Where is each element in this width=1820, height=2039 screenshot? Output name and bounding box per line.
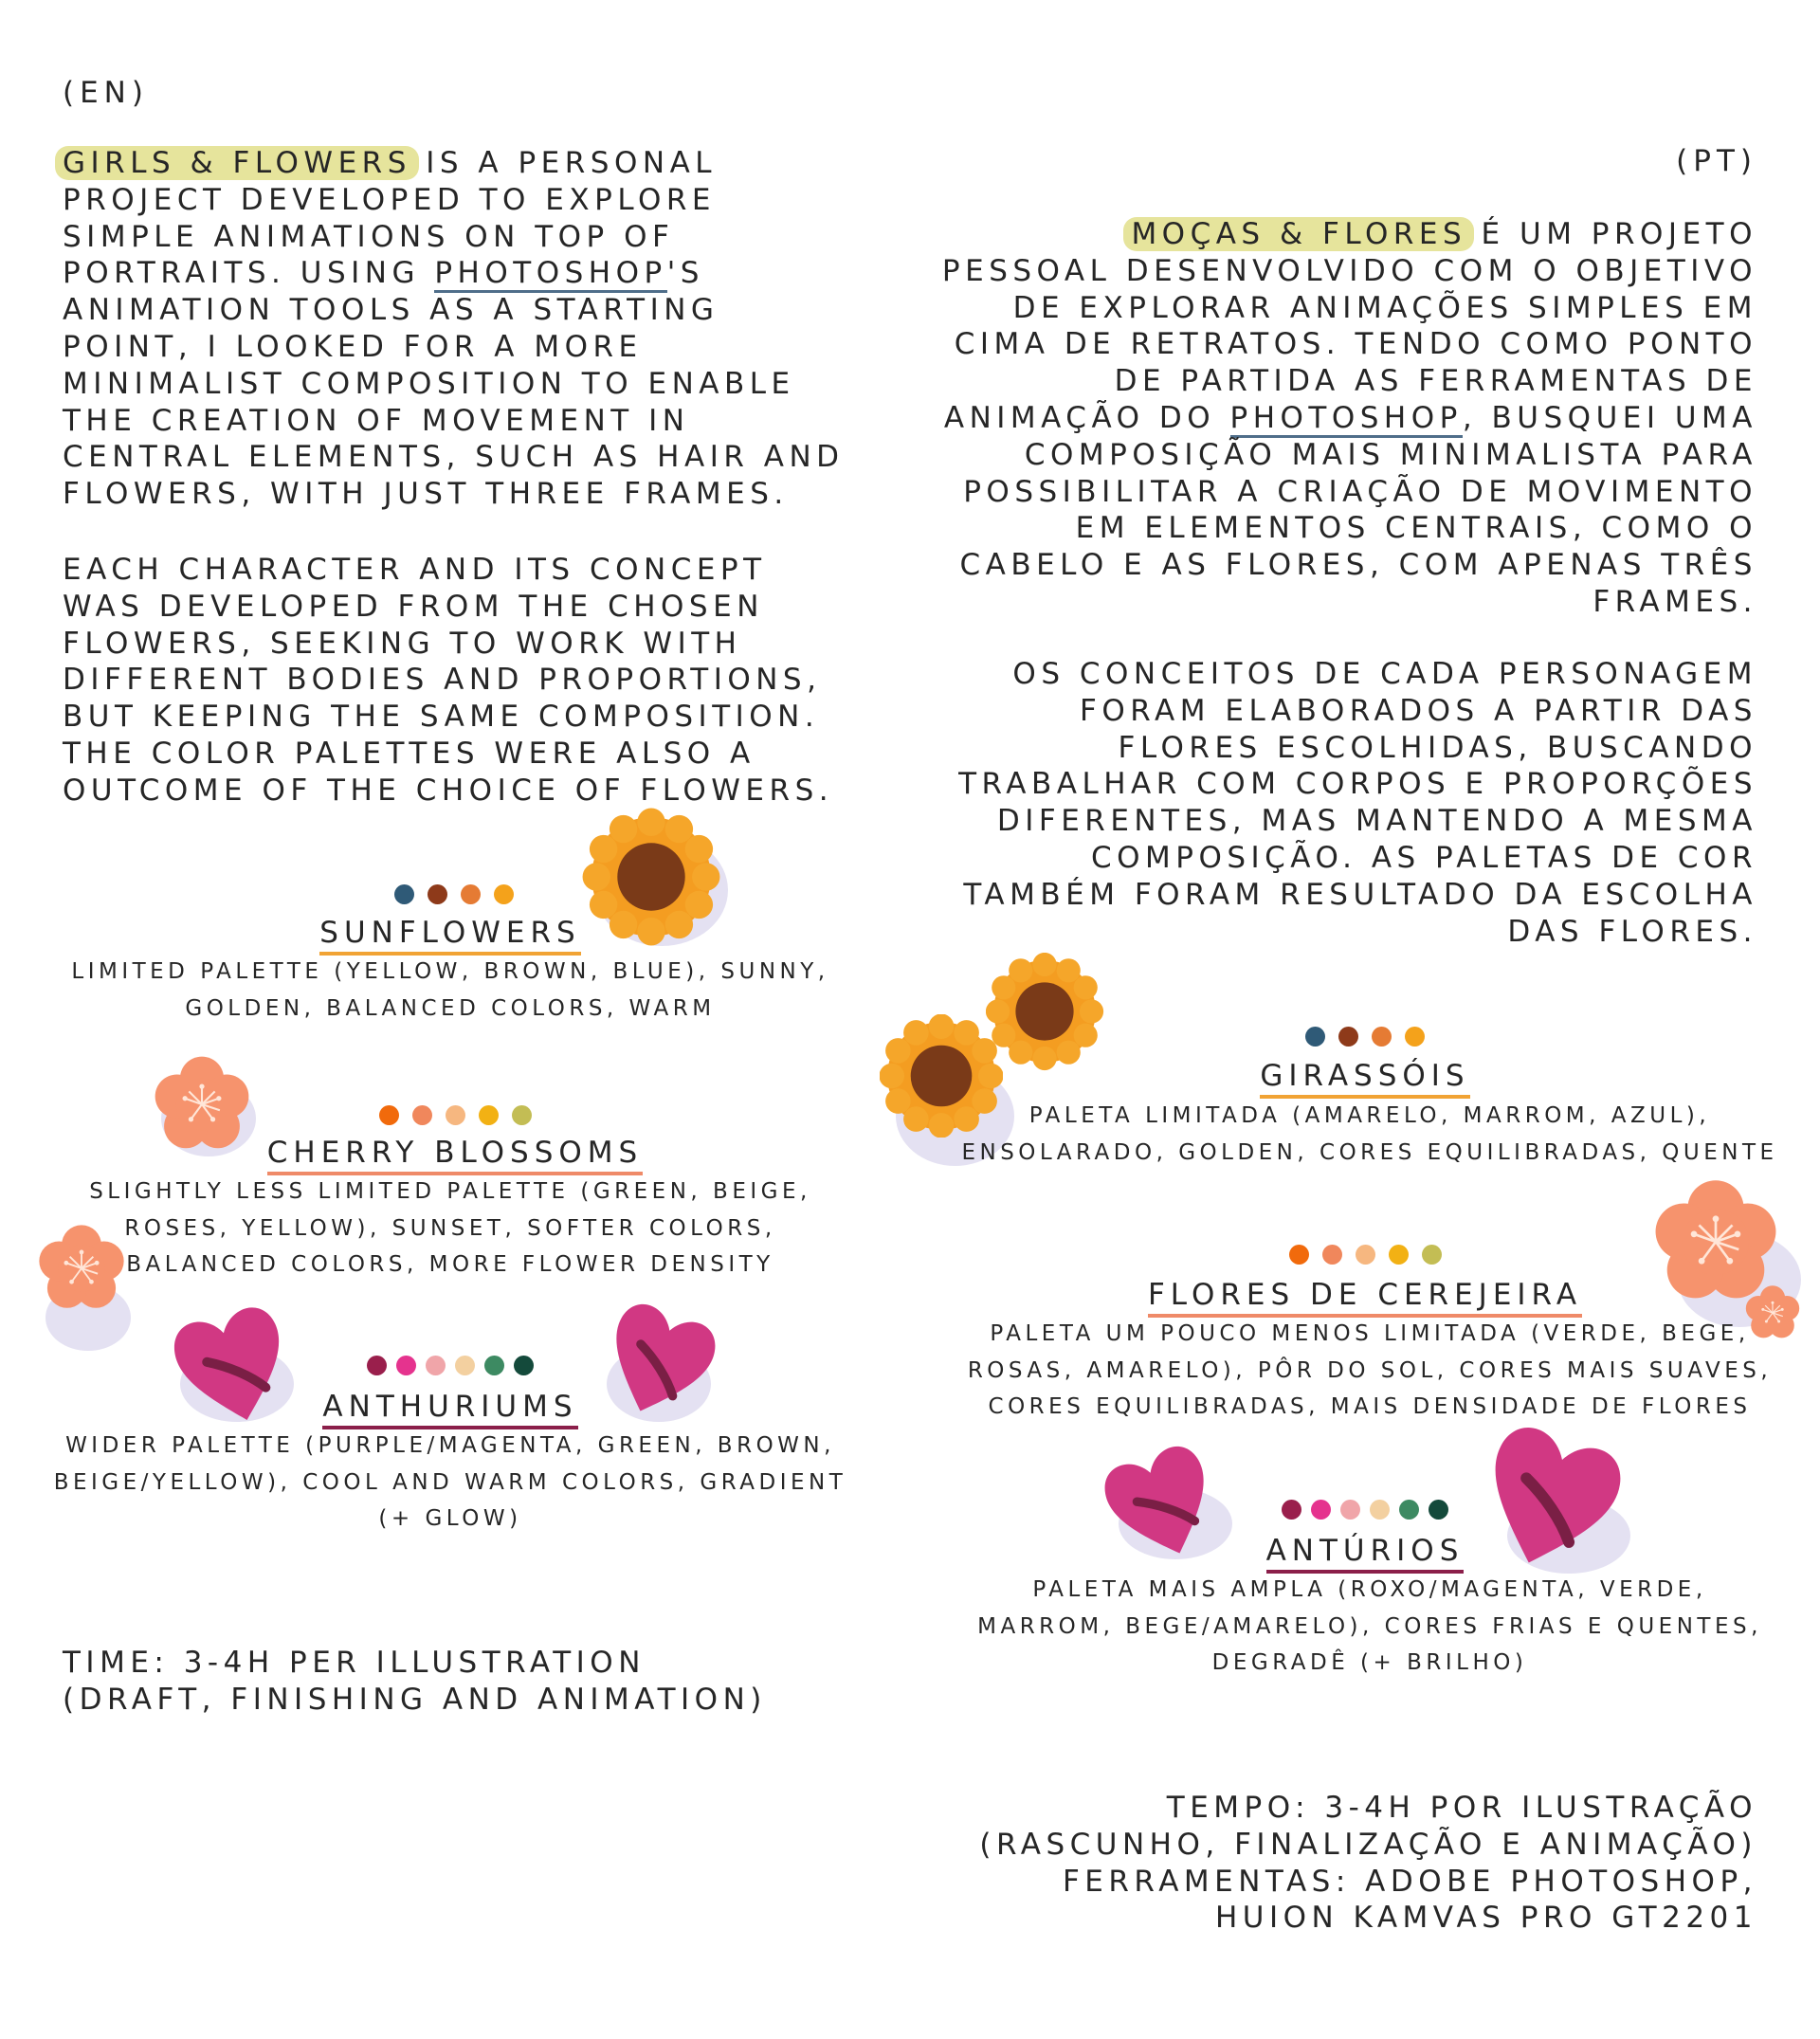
en-anthuriums-title bbox=[237, 1390, 664, 1424]
palette-swatch bbox=[455, 1356, 475, 1375]
pt-intro-text-1: É UM PROJETO PESSOAL DESENVOLVIDO COM O OBJETIVO DE EXPLORAR ANIMAÇÕES SIMPLES EM CIMA DE RETRATOS. TENDO COMO PONTO DE PARTIDA AS FERRAMENTAS DE ANIMAÇÃO DO bbox=[941, 217, 1757, 435]
palette-swatch bbox=[1422, 1245, 1442, 1265]
palette-swatch bbox=[1372, 1027, 1392, 1047]
palette-swatch bbox=[1282, 1500, 1301, 1520]
pt-flores-de-cerejeira-description: PALETA UM POUCO MENOS LIMITADA (VERDE, BEGE, ROSAS, AMARELO), PÔR DO SOL, CORES MAIS SUAVES, CORES EQUILIBRADAS, MAIS DENSIDADE DE FLORES bbox=[967, 1321, 1773, 1419]
palette-swatch bbox=[1429, 1500, 1448, 1520]
palette-swatch bbox=[484, 1356, 504, 1375]
en-cherry-blossoms-title bbox=[190, 1136, 720, 1170]
en-sunflower-palette bbox=[392, 884, 516, 904]
palette-swatch bbox=[512, 1105, 532, 1125]
palette-swatch bbox=[396, 1356, 416, 1375]
pt-anthurium-palette bbox=[1275, 1500, 1455, 1520]
palette-swatch bbox=[367, 1356, 387, 1375]
en-intro-text-2: 'S ANIMATION TOOLS AS A STARTING POINT, I LOOKED FOR A MORE MINIMALIST COMPOSITION TO ENABLE THE CREATION OF MOVEMENT IN CENTRAL ELEMENTS, SUCH AS HAIR AND FLOWERS, WITH JUST THREE FRAMES. bbox=[63, 256, 845, 512]
en-anthuriums-description: WIDER PALETTE (PURPLE/MAGENTA, GREEN, BROWN, BEIGE/YELLOW), COOL AND WARM COLORS, GRADIENT (+ GLOW) bbox=[53, 1433, 847, 1531]
en-sunflowers-description: LIMITED PALETTE (YELLOW, BROWN, BLUE), SUNNY, GOLDEN, BALANCED COLORS, WARM bbox=[71, 959, 829, 1021]
en-concept-paragraph: EACH CHARACTER AND ITS CONCEPT WAS DEVELOPED FROM THE CHOSEN FLOWERS, SEEKING TO WORK WITH DIFFERENT BODIES AND PROPORTIONS, BUT KEEPING THE SAME COMPOSITION. THE COLOR PALETTES WERE ALSO A OUTCOME OF THE CHOICE OF FLOWERS. bbox=[63, 553, 834, 808]
pt-flores-de-cerejeira-title bbox=[1081, 1278, 1649, 1312]
pt-project-title-highlight: MOÇAS & FLORES bbox=[1123, 217, 1474, 251]
en-intro-text-1: IS A PERSONAL PROJECT DEVELOPED TO EXPLORE SIMPLE ANIMATIONS ON TOP OF PORTRAITS. USING bbox=[63, 146, 718, 291]
section-title-text: CHERRY BLOSSOMS bbox=[267, 1136, 643, 1175]
sunflower-icon bbox=[986, 953, 1104, 1071]
palette-swatch bbox=[514, 1356, 534, 1375]
palette-swatch bbox=[1289, 1245, 1309, 1265]
pt-time-tools-info: TEMPO: 3-4H POR ILUSTRAÇÃO (RASCUNHO, FINALIZAÇÃO E ANIMAÇÃO) FERRAMENTAS: ADOBE PHOTOSHOP, HUION KAMVAS PRO GT2201 bbox=[979, 1791, 1757, 1936]
palette-swatch bbox=[446, 1105, 465, 1125]
pt-cherry-palette bbox=[1280, 1245, 1450, 1265]
en-intro-paragraph bbox=[63, 145, 878, 513]
pt-girassois-description: PALETA LIMITADA (AMARELO, MARROM, AZUL), ENSOLARADO, GOLDEN, CORES EQUILIBRADAS, QUENTE bbox=[961, 1103, 1778, 1165]
en-cherry-palette bbox=[370, 1105, 540, 1125]
palette-swatch bbox=[412, 1105, 432, 1125]
pt-girassois-title bbox=[1147, 1059, 1583, 1093]
palette-swatch bbox=[1399, 1500, 1419, 1520]
pt-photoshop-link[interactable]: PHOTOSHOP bbox=[1230, 401, 1463, 438]
palette-swatch bbox=[428, 884, 447, 904]
en-anthurium-palette bbox=[360, 1356, 540, 1375]
en-photoshop-link[interactable]: PHOTOSHOP bbox=[434, 256, 666, 293]
en-time-info: TIME: 3-4H PER ILLUSTRATION (DRAFT, FINISHING AND ANIMATION) bbox=[63, 1646, 767, 1717]
pt-intro-text-2: , BUSQUEI UMA COMPOSIÇÃO MAIS MINIMALISTA PARA POSSIBILITAR A CRIAÇÃO DE MOVIMENTO EM ELEMENTOS CENTRAIS, COMO O CABELO E AS FLORES, COM APENAS TRÊS FRAMES. bbox=[959, 400, 1757, 619]
section-title-text: ANTHURIUMS bbox=[322, 1390, 577, 1429]
pt-language-label: (PT) bbox=[1676, 144, 1757, 178]
pt-anturios-title bbox=[1147, 1534, 1583, 1568]
palette-swatch bbox=[1356, 1245, 1375, 1265]
palette-swatch bbox=[1370, 1500, 1390, 1520]
palette-swatch bbox=[379, 1105, 399, 1125]
palette-swatch bbox=[1311, 1500, 1331, 1520]
en-cherry-blossoms-description: SLIGHTLY LESS LIMITED PALETTE (GREEN, BEIGE, ROSES, YELLOW), SUNSET, SOFTER COLORS, BALANCED COLORS, MORE FLOWER DENSITY bbox=[89, 1179, 811, 1277]
section-title-text: FLORES DE CEREJEIRA bbox=[1148, 1278, 1582, 1318]
palette-swatch bbox=[1305, 1027, 1325, 1047]
en-sunflowers-title bbox=[237, 916, 664, 950]
palette-swatch bbox=[1389, 1245, 1409, 1265]
palette-swatch bbox=[479, 1105, 499, 1125]
section-title-text: GIRASSÓIS bbox=[1260, 1059, 1469, 1099]
section-title-text: ANTÚRIOS bbox=[1266, 1534, 1465, 1574]
palette-swatch bbox=[1338, 1027, 1358, 1047]
palette-swatch bbox=[494, 884, 514, 904]
palette-swatch bbox=[1405, 1027, 1425, 1047]
palette-swatch bbox=[1322, 1245, 1342, 1265]
palette-swatch bbox=[426, 1356, 446, 1375]
pt-anturios-description: PALETA MAIS AMPLA (ROXO/MAGENTA, VERDE, MARROM, BEGE/AMARELO), CORES FRIAS E QUENTES, DEGRADÊ (+ BRILHO) bbox=[977, 1577, 1762, 1675]
palette-swatch bbox=[1340, 1500, 1360, 1520]
en-project-title-highlight: GIRLS & FLOWERS bbox=[55, 146, 419, 180]
pt-concept-paragraph: OS CONCEITOS DE CADA PERSONAGEM FORAM ELABORADOS A PARTIR DAS FLORES ESCOLHIDAS, BUSCANDO TRABALHAR COM CORPOS E PROPORÇÕES DIFERENTES, MAS MANTENDO A MESMA COMPOSIÇÃO. AS PALETAS DE COR TAMBÉM FORAM RESULTADO DA ESCOLHA DAS FLORES. bbox=[958, 657, 1757, 949]
pt-intro-paragraph bbox=[923, 216, 1757, 621]
palette-swatch bbox=[394, 884, 414, 904]
pt-sunflower-palette bbox=[1303, 1027, 1427, 1047]
section-title-text: SUNFLOWERS bbox=[319, 916, 580, 956]
en-language-label: (EN) bbox=[63, 76, 149, 110]
palette-swatch bbox=[461, 884, 481, 904]
